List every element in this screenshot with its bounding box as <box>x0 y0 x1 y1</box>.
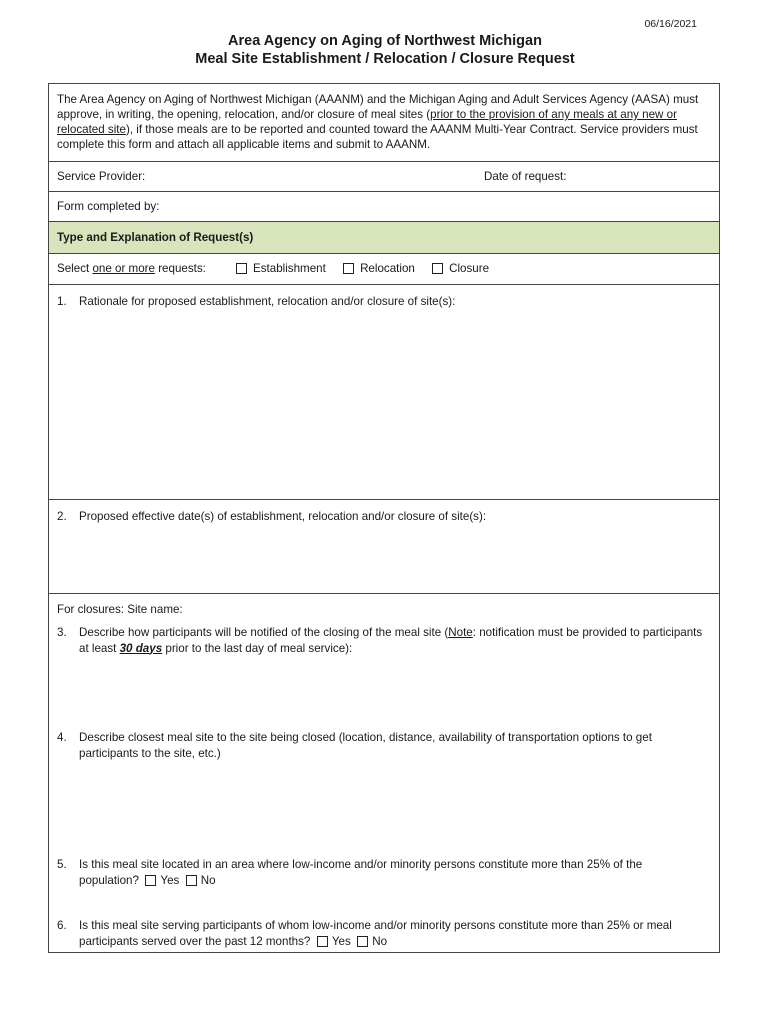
request-options <box>236 262 503 275</box>
intro-underlined: prior to the provision of any meals at any new or relocated site <box>57 108 677 136</box>
effective-date-field[interactable] <box>49 500 719 594</box>
establishment-option[interactable]: Establishment <box>236 262 326 275</box>
date-of-request-label: Date of request: <box>484 170 567 183</box>
question-4[interactable]: 4. Describe closest meal site to the site being closed (location, distance, availability of transportation options to get participants to the site, etc.) <box>57 731 652 760</box>
q6-no-checkbox[interactable] <box>357 936 368 947</box>
question-3[interactable]: 3. Describe how participants will be notified of the closing of the meal site (Note: notification must be provided to participants at least 30 days prior to the last day of meal service): <box>57 626 703 655</box>
page-title <box>0 32 770 68</box>
form-completed-by-field[interactable] <box>49 192 719 222</box>
section-header <box>49 222 719 254</box>
question-5: 5. Is this meal site located in an area where low-income and/or minority persons constitute more than 25% of the population? Yes No <box>57 858 643 887</box>
question-2: 2. Proposed effective date(s) of establishment, relocation and/or closure of site(s): <box>57 510 487 523</box>
rationale-field[interactable] <box>49 285 719 500</box>
closures-label: For closures: Site name: <box>57 603 183 616</box>
form-date: 06/16/2021 <box>644 18 697 30</box>
intro-paragraph <box>49 84 719 162</box>
title-line-1: Area Agency on Aging of Northwest Michigan <box>228 33 542 49</box>
closure-checkbox[interactable] <box>432 263 443 274</box>
q6-yes-checkbox[interactable] <box>317 936 328 947</box>
relocation-checkbox[interactable] <box>343 263 354 274</box>
request-form <box>48 83 720 953</box>
closures-section <box>49 594 719 954</box>
closure-site-name-field[interactable] <box>57 602 709 618</box>
question-6: 6. Is this meal site serving participants of whom low-income and/or minority persons constitute more than 25% or meal participants served over the past 12 months? Yes No <box>57 919 672 948</box>
relocation-option[interactable]: Relocation <box>343 262 415 275</box>
section-header-text: Type and Explanation of Request(s) <box>57 231 254 244</box>
select-label: Select one or more requests: <box>57 262 206 275</box>
service-provider-field[interactable] <box>49 162 719 192</box>
request-type-row <box>49 254 719 285</box>
q5-no-checkbox[interactable] <box>186 875 197 886</box>
q5-yes-checkbox[interactable] <box>145 875 156 886</box>
closure-option[interactable]: Closure <box>432 262 489 275</box>
intro-text-1: The Area Agency on Aging of Northwest Michigan (AAANM) and the Michigan Aging and Adult Services Agency (AASA) must approve, in writing, the opening, relocation, and/or closure of meal sites ( <box>57 93 699 121</box>
service-provider-label: Service Provider: <box>57 170 146 183</box>
establishment-checkbox[interactable] <box>236 263 247 274</box>
thirty-days-emphasis: 30 days <box>119 641 163 655</box>
question-1: 1. Rationale for proposed establishment, relocation and/or closure of site(s): <box>57 295 456 308</box>
form-completed-by-label: Form completed by: <box>57 200 160 213</box>
title-line-2: Meal Site Establishment / Relocation / Closure Request <box>195 51 575 67</box>
intro-text-2: ), if those meals are to be reported and counted toward the AAANM Multi-Year Contract. Service providers must complete this form and attach all applicable items and submit to AAANM. <box>57 123 698 151</box>
